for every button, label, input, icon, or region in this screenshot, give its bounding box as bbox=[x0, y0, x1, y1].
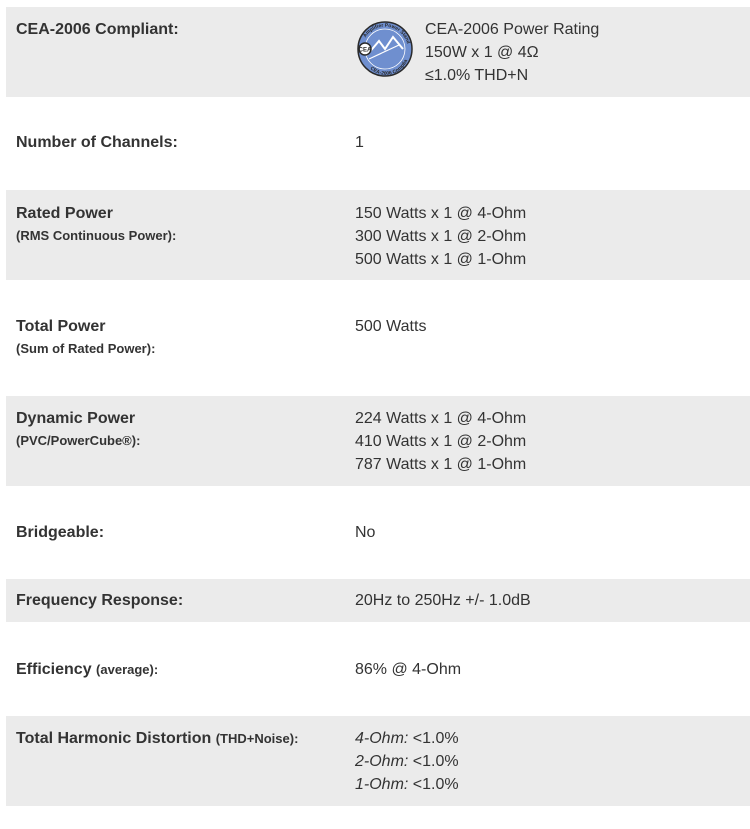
rated-power-line: 500 Watts x 1 @ 1-Ohm bbox=[355, 251, 527, 268]
spec-row-total-power bbox=[6, 280, 750, 396]
thd-line bbox=[355, 750, 459, 773]
spec-row-bridgeable bbox=[6, 486, 750, 579]
dynamic-power-line: 787 Watts x 1 @ 1-Ohm bbox=[355, 456, 527, 473]
cea-2006-compliant-seal-icon bbox=[355, 19, 415, 79]
spec-label-channels: Number of Channels: bbox=[16, 134, 178, 151]
spec-row-dynamic-power bbox=[6, 396, 750, 486]
cea-rating-line: CEA-2006 Power Rating bbox=[425, 21, 600, 38]
spec-label-bridgeable: Bridgeable: bbox=[16, 524, 105, 541]
thd-load: 1-Ohm: bbox=[355, 776, 409, 793]
spec-row-channels bbox=[6, 97, 750, 190]
efficiency-qualifier: (average): bbox=[96, 662, 159, 677]
spec-label-rated-power bbox=[16, 202, 176, 245]
spec-label-efficiency bbox=[16, 658, 158, 681]
thd-line bbox=[355, 727, 459, 750]
spec-label-cea: CEA-2006 Compliant: bbox=[16, 21, 179, 38]
spec-value-channels: 1 bbox=[355, 134, 364, 151]
spec-value-bridgeable: No bbox=[355, 524, 376, 541]
spec-table bbox=[6, 7, 750, 806]
cea-rating-line: 150W x 1 @ 4Ω bbox=[425, 44, 539, 61]
spec-label-dynamic-power bbox=[16, 407, 140, 450]
thd-value: <1.0% bbox=[408, 753, 459, 770]
thd-line bbox=[355, 773, 459, 796]
rated-power-line: 300 Watts x 1 @ 2-Ohm bbox=[355, 228, 527, 245]
spec-value-cea bbox=[425, 18, 599, 87]
spec-value-efficiency: 86% @ 4-Ohm bbox=[355, 661, 462, 678]
dynamic-power-line: 224 Watts x 1 @ 4-Ohm bbox=[355, 410, 527, 427]
spec-row-rated-power bbox=[6, 190, 750, 280]
spec-value-thd bbox=[355, 727, 459, 796]
thd-value: <1.0% bbox=[408, 730, 459, 747]
total-power-title: Total Power bbox=[16, 318, 106, 335]
spec-row-efficiency bbox=[6, 622, 750, 716]
spec-value-total-power: 500 Watts bbox=[355, 318, 427, 335]
spec-row-thd bbox=[6, 716, 750, 806]
spec-label-frequency-response: Frequency Response: bbox=[16, 592, 184, 609]
thd-value: <1.0% bbox=[408, 776, 459, 793]
rated-power-line: 150 Watts x 1 @ 4-Ohm bbox=[355, 205, 527, 222]
spec-value-dynamic-power bbox=[355, 407, 526, 476]
cea-seal-bottom-text: CEA-2006 Complia bbox=[368, 58, 410, 77]
spec-label-thd bbox=[16, 727, 298, 750]
rated-power-title: Rated Power bbox=[16, 205, 113, 222]
rated-power-subtitle: (RMS Continuous Power): bbox=[16, 228, 177, 243]
thd-load: 2-Ohm: bbox=[355, 753, 409, 770]
spec-value-frequency-response: 20Hz to 250Hz +/- 1.0dB bbox=[355, 592, 531, 609]
dynamic-power-line: 410 Watts x 1 @ 2-Ohm bbox=[355, 433, 527, 450]
dynamic-power-title: Dynamic Power bbox=[16, 410, 136, 427]
spec-label-total-power bbox=[16, 315, 155, 358]
thd-load: 4-Ohm: bbox=[355, 730, 409, 747]
efficiency-title: Efficiency bbox=[16, 661, 92, 678]
spec-row-frequency-response bbox=[6, 579, 750, 622]
dynamic-power-subtitle: (PVC/PowerCube®): bbox=[16, 433, 141, 448]
spec-row-cea bbox=[6, 7, 750, 97]
total-power-subtitle: (Sum of Rated Power): bbox=[16, 341, 156, 356]
thd-qualifier: (THD+Noise): bbox=[215, 731, 299, 746]
cea-seal-top-text: Amplifier Power Stand bbox=[362, 22, 412, 45]
spec-value-rated-power bbox=[355, 202, 526, 271]
cea-rating-line: ≤1.0% THD+N bbox=[425, 67, 529, 84]
thd-title: Total Harmonic Distortion bbox=[16, 730, 212, 747]
cea-seal-center-text: CEA bbox=[358, 47, 372, 54]
